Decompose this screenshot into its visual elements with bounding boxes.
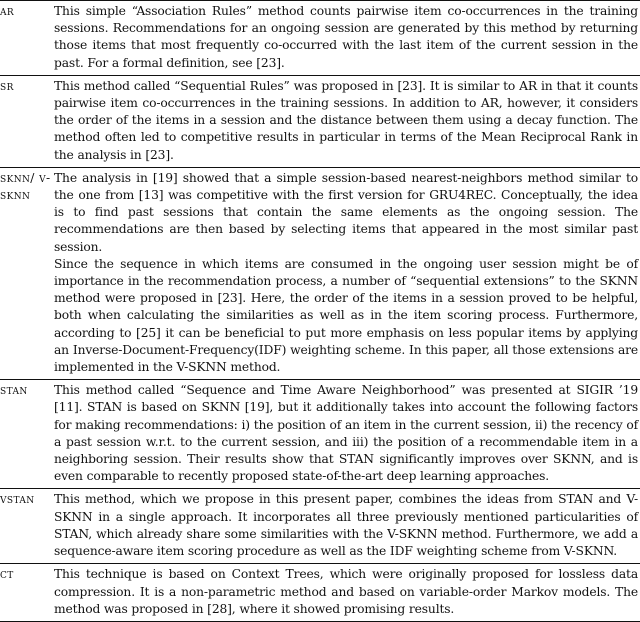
method-description: This simple “Association Rules” method counts pairwise item co-occurrences in the training sessions. Recommendations for an ongoing session are generated by this method by returning those items that most frequently co-occurred with the last item of the current session in the past. For a formal definition, see [23]. xyxy=(54,4,638,70)
method-description: This method called “Sequential Rules” was proposed in [23]. It is similar to AR in that it counts pairwise item co-occurrences in the training sessions. In addition to AR, however, it considers the order of the items in a session and the distance between them using a decay function. The method often led to competitive results in particular in terms of the Mean Reciprocal Rank in the analysis in [23]. xyxy=(54,78,638,162)
table-row xyxy=(0,489,640,564)
method-name: sr xyxy=(0,75,54,167)
method-name: ar xyxy=(0,4,15,18)
method-name: stan xyxy=(0,380,54,489)
table-row xyxy=(0,75,640,167)
method-name: vstan xyxy=(0,489,54,564)
method-description: This method called “Sequence and Time Aware Neighborhood” was presented at SIGIR ’19 [11]. STAN is based on SKNN [19], but it additionally takes into account the following factors for making recommendations: i) the position of an item in the current session, ii) the recency of a past session w.r.t. to the current session, and iii) the position of a recommendable item in a neighboring session. Their results show that STAN significantly improves over SKNN, and is even comparable to recently proposed state-of-the-art deep learning approaches. xyxy=(54,383,638,484)
table-row xyxy=(0,564,640,622)
method-description: This technique is based on Context Trees, which were originally proposed for lossless data compression. It is a non-parametric method and based on variable-order Markov models. The method was proposed in [28], where it showed promising results. xyxy=(54,567,638,616)
method-name: sknn/ v-sknn xyxy=(0,167,54,379)
method-description: This method, which we propose in this present paper, combines the ideas from STAN and V-SKNN in a single approach. It incorporates all three previously mentioned particularities of STAN, which already share some similarities with the V-SKNN method. Furthermore, we add a sequence-aware item scoring procedure as well as the IDF weighting scheme from V-SKNN. xyxy=(54,492,638,559)
table-row xyxy=(0,1,640,76)
table-row xyxy=(0,380,640,489)
table-row xyxy=(0,167,640,379)
method-description: The analysis in [19] showed that a simple session-based nearest-neighbors method similar to the one from [13] was competitive with the first version for GRU4REC. Conceptually, the idea is to find past sessions that contain the same elements as the ongoing session. The recommendations are then based by selecting items that appeared in the most similar past session. xyxy=(54,170,638,254)
method-description-continued: Since the sequence in which items are consumed in the ongoing user session might be of importance in the recommendation process, a number of “sequential extensions” to the SKNN method were proposed in [23]. Here, the order of the items in a session proved to be helpful, both when calculating the similarities as well as in the item scoring process. Furthermore, according to [25] it can be beneficial to put more emphasis on less popular items by applying an Inverse-Document-Frequency(IDF) weighting scheme. In this paper, all those extensions are implemented in the V-SKNN method. xyxy=(54,256,638,375)
method-name: ct xyxy=(0,564,54,622)
